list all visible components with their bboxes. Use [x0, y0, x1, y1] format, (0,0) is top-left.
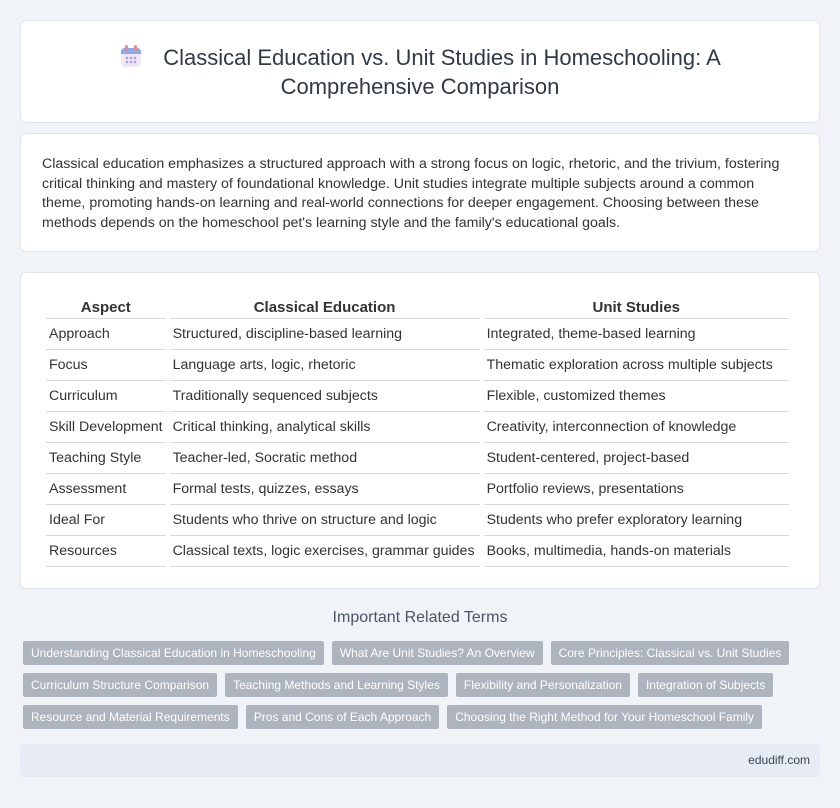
related-term-tag[interactable]: Integration of Subjects — [638, 673, 773, 697]
cell-aspect: Focus — [46, 350, 166, 381]
calendar-icon — [119, 44, 143, 68]
cell-classical: Classical texts, logic exercises, grammar guides — [170, 536, 480, 567]
column-header-classical: Classical Education — [170, 297, 480, 319]
table-body — [46, 319, 789, 567]
cell-classical: Critical thinking, analytical skills — [170, 412, 480, 443]
related-terms-list — [23, 641, 813, 729]
table-row — [46, 505, 789, 536]
header-card — [20, 20, 820, 123]
site-link[interactable]: edudiff.com — [748, 753, 810, 767]
related-term-tag[interactable]: Pros and Cons of Each Approach — [246, 705, 439, 729]
table-row — [46, 381, 789, 412]
page-title: Classical Education vs. Unit Studies in Homeschooling: A Comprehensive Comparison — [163, 45, 721, 99]
page-title-wrap — [21, 43, 819, 101]
cell-unit-studies: Student-centered, project-based — [484, 443, 789, 474]
table-row — [46, 319, 789, 350]
related-term-tag[interactable]: Teaching Methods and Learning Styles — [225, 673, 448, 697]
cell-aspect: Curriculum — [46, 381, 166, 412]
table-row — [46, 536, 789, 567]
cell-classical: Language arts, logic, rhetoric — [170, 350, 480, 381]
footer — [20, 744, 820, 777]
cell-aspect: Assessment — [46, 474, 166, 505]
cell-aspect: Teaching Style — [46, 443, 166, 474]
cell-unit-studies: Portfolio reviews, presentations — [484, 474, 789, 505]
cell-aspect: Resources — [46, 536, 166, 567]
table-row — [46, 350, 789, 381]
cell-unit-studies: Books, multimedia, hands-on materials — [484, 536, 789, 567]
table-row — [46, 443, 789, 474]
cell-classical: Structured, discipline-based learning — [170, 319, 480, 350]
table-row — [46, 412, 789, 443]
cell-unit-studies: Integrated, theme-based learning — [484, 319, 789, 350]
column-header-unit-studies: Unit Studies — [484, 297, 789, 319]
summary-card — [20, 133, 820, 252]
related-term-tag[interactable]: Resource and Material Requirements — [23, 705, 238, 729]
related-term-tag[interactable]: Curriculum Structure Comparison — [23, 673, 217, 697]
comparison-table — [42, 297, 793, 567]
related-term-tag[interactable]: Flexibility and Personalization — [456, 673, 630, 697]
cell-aspect: Skill Development — [46, 412, 166, 443]
comparison-table-card — [20, 272, 820, 589]
cell-aspect: Approach — [46, 319, 166, 350]
cell-classical: Teacher-led, Socratic method — [170, 443, 480, 474]
table-header-row — [46, 297, 789, 319]
cell-unit-studies: Students who prefer exploratory learning — [484, 505, 789, 536]
cell-unit-studies: Creativity, interconnection of knowledge — [484, 412, 789, 443]
column-header-aspect: Aspect — [46, 297, 166, 319]
cell-classical: Formal tests, quizzes, essays — [170, 474, 480, 505]
summary-text: Classical education emphasizes a structured approach with a strong focus on logic, rhetoric, and the trivium, fostering critical thinking and mastery of foundational knowledge. Unit studies integrate multiple subjects around a common theme, promoting hands-on learning and real-world connections for deeper engagement. Choosing between these methods depends on the homeschool pet's learning style and the family's educational goals. — [42, 156, 780, 231]
related-term-tag[interactable]: Understanding Classical Education in Homeschooling — [23, 641, 324, 665]
cell-classical: Traditionally sequenced subjects — [170, 381, 480, 412]
cell-unit-studies: Flexible, customized themes — [484, 381, 789, 412]
related-term-tag[interactable]: Choosing the Right Method for Your Homeschool Family — [447, 705, 762, 729]
related-term-tag[interactable]: What Are Unit Studies? An Overview — [332, 641, 543, 665]
cell-unit-studies: Thematic exploration across multiple subjects — [484, 350, 789, 381]
related-terms-title: Important Related Terms — [332, 609, 508, 626]
cell-aspect: Ideal For — [46, 505, 166, 536]
related-term-tag[interactable]: Core Principles: Classical vs. Unit Studies — [551, 641, 790, 665]
table-row — [46, 474, 789, 505]
cell-classical: Students who thrive on structure and logic — [170, 505, 480, 536]
